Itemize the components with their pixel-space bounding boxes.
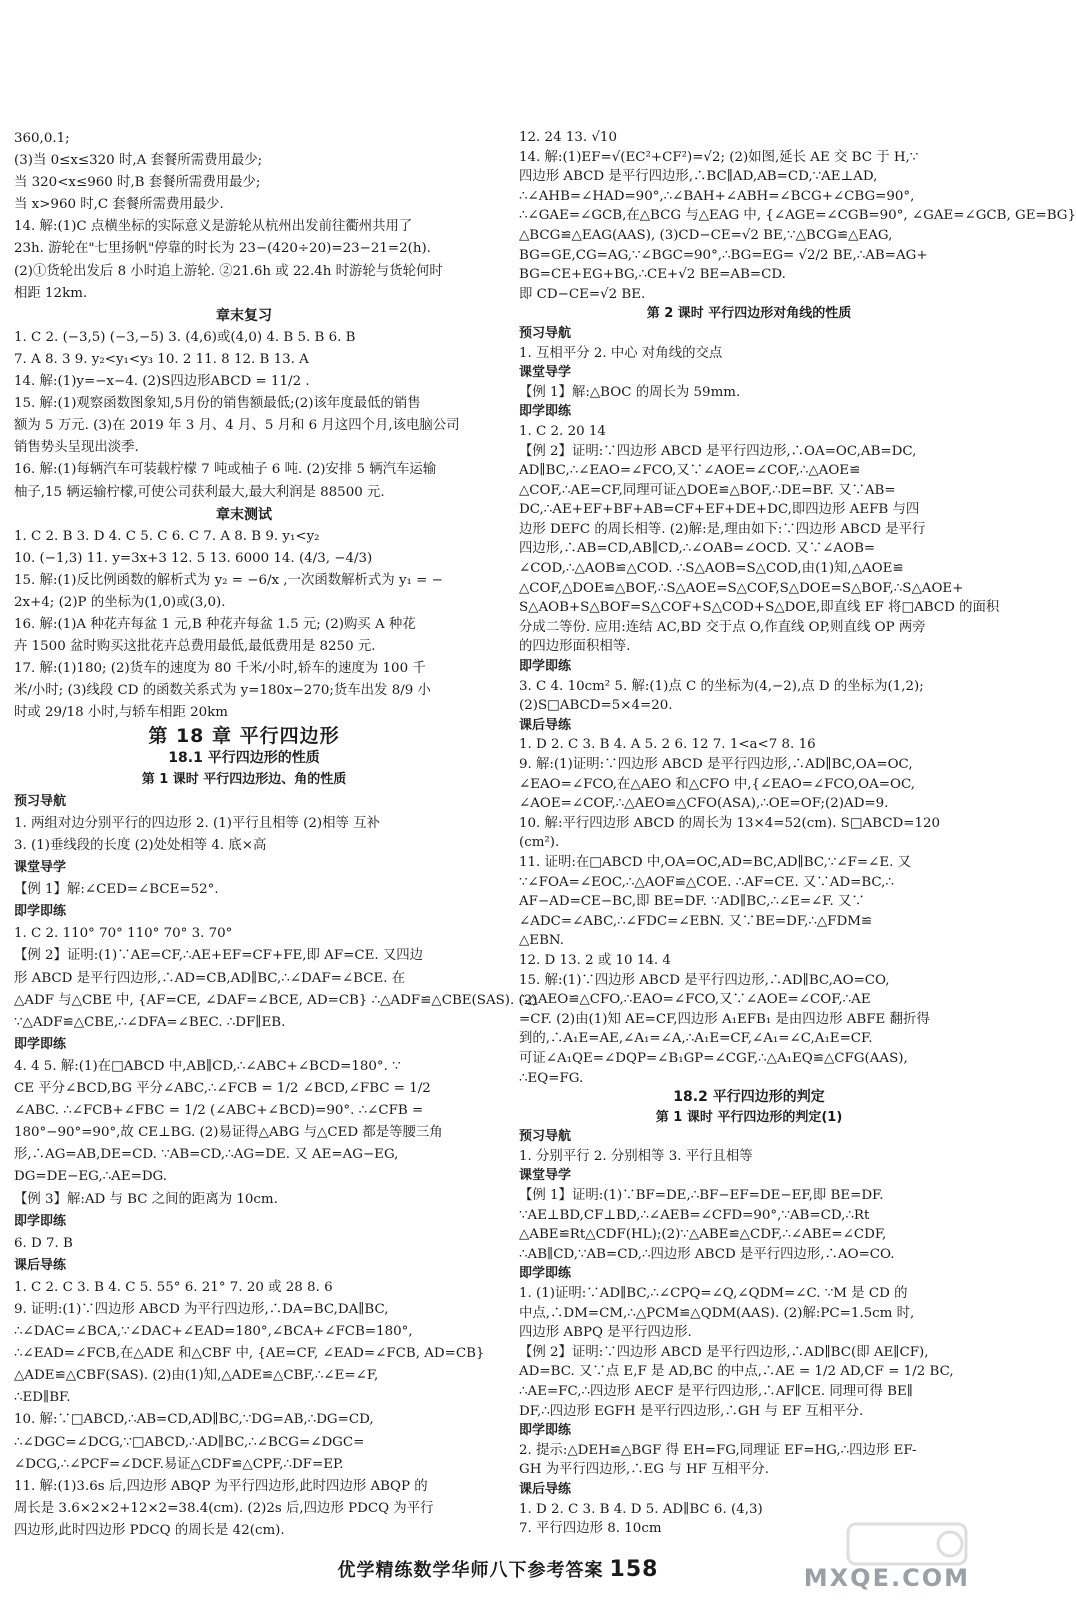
answer-line: 3. C 4. 10cm² 5. 解:(1)点 C 的坐标为(4,−2),点 D 的坐标为(1,2); (519, 678, 924, 694)
answer-line: 1. C 2. 110° 70° 110° 70° 3. 70° (14, 926, 233, 942)
answer-line: 16. 解:(1)每辆汽车可装载柠檬 7 吨或柚子 6 吨. (2)安排 5 辆汽车运输 (14, 462, 437, 478)
answer-line: 形,∴AG=AB,DE=CD. ∵AB=CD,∴AG=DE. 又 AE=AG−EG, (14, 1147, 399, 1163)
answer-line: 时或 29/18 小时,与轿车相距 20km (14, 705, 228, 721)
subsection-heading: 预习导航 (519, 325, 572, 341)
answer-line: ∠EAO=∠FCO,在△AEO 和△CFO 中,{∠EAO=∠FCO,OA=OC, (519, 776, 916, 792)
answer-line: △BCG≌△EAG(AAS), (3)CD−CE=√2 BE,∵△BCG≌△EAG, (519, 227, 893, 243)
subsection-heading: 课堂导学 (519, 365, 572, 381)
answer-line: ∴△AEO≌△CFO,∴EAO=∠FCO,又∵∠AOE=∠COF,∴AE (519, 992, 871, 1008)
answer-line: △ADE≌△CBF(SAS). (2)由(1)知,△ADE≌△CBF,∴∠E=∠F, (14, 1368, 379, 1384)
answer-line: (2)S□ABCD=5×4=20. (519, 698, 673, 714)
answer-line: 17. 解:(1)180; (2)货车的速度为 80 千米/小时,轿车的速度为 100 千 (14, 661, 426, 677)
answer-line: BG=CE+EG+BG,∴CE+√2 BE=AB=CD. (519, 267, 786, 283)
answer-line: 1. C 2. C 3. B 4. C 5. 55° 6. 21° 7. 20 或 28 8. 6 (14, 1279, 333, 1295)
answer-line: 15. 解:(1)观察函数图象知,5月份的销售额最低;(2)该年度最低的销售 (14, 396, 421, 412)
subsection-heading: 即学即练 (14, 904, 67, 920)
lesson-title: 第 1 课时 平行四边形的判定(1) (655, 1109, 843, 1125)
page-number: 158 (609, 1557, 659, 1582)
answer-line: 相距 12km. (14, 285, 88, 301)
answer-line: 360,0.1; (14, 131, 70, 146)
answer-line: 四边形,∴AB=CD,AB∥CD,∴∠OAB=∠OCD. 又∵∠AOB= (519, 541, 876, 557)
answer-line: ∴∠AHB=∠HAD=90°,∴∠BAH+∠ABH=∠BCG+∠CBG=90°, (519, 188, 915, 204)
subsection-heading: 即学即练 (14, 1213, 67, 1229)
answer-line: ∴ED∥BF. (14, 1390, 71, 1406)
answer-line: 15. 解:(1)反比例函数的解析式为 y₂ = −6/x ,一次函数解析式为 y₁ = − (14, 572, 443, 588)
footer-title: 优学精练数学华师八下参考答案 (337, 1560, 604, 1581)
answer-line: ∠ADC=∠ABC,∴∠FDC=∠EBN. 又∵BE=DF,∴△FDM≌ (519, 913, 873, 929)
answer-line: ∴∠DAC=∠BCA,∵∠DAC+∠EAD=180°,∠BCA+∠FCB=180°, (14, 1324, 413, 1340)
answer-line: 14. 解:(1)C 点横坐标的实际意义是游轮从杭州出发前往衢州共用了 (14, 219, 413, 235)
answer-line: 卉 1500 盆时购买这批花卉总费用最低,最低费用是 8250 元. (14, 639, 376, 655)
left-column (14, 128, 538, 1542)
subsection-heading: 预习导航 (519, 1129, 572, 1145)
section-title: 18.2 平行四边形的判定 (673, 1089, 825, 1106)
answer-line: 10. (−1,3) 11. y=3x+3 12. 5 13. 6000 14. (4/3, −4/3) (14, 550, 373, 566)
answer-line: 9. 解:(1)证明:∵四边形 ABCD 是平行四边形,∴AD∥BC,OA=OC, (519, 757, 913, 772)
answer-line: 四边形 ABPQ 是平行四边形. (519, 1325, 692, 1341)
answer-line: 10. 解:∵□ABCD,∴AB=CD,AD∥BC,∵DG=AB,∴DG=CD, (14, 1412, 374, 1428)
answer-line: 1. C 2. 20 14 (519, 423, 606, 439)
answer-line: 15. 解:(1)∵四边形 ABCD 是平行四边形,∴AD∥BC,AO=CO, (519, 972, 890, 988)
answer-line: 当 x>960 时,C 套餐所需费用最少. (14, 197, 224, 213)
answer-line: AD=BC. 又∵点 E,F 是 AD,BC 的中点,∴AE = 1/2 AD,CF = 1/2 BC, (519, 1364, 954, 1380)
answer-line: △EBN. (519, 933, 565, 949)
section-title: 18.1 平行四边形的性质 (168, 749, 320, 766)
answer-line: ∵△ADF≌△CBE,∴∠DFA=∠BEC. ∴DF∥EB. (14, 1014, 286, 1030)
subsection-heading: 课后导练 (14, 1257, 67, 1273)
answer-line: 边形 DEFC 的周长相等. (2)解:是,理由如下:∵四边形 ABCD 是平行 (519, 521, 926, 537)
answer-line: S△AOB+S△BOF=S△COF+S△COD+S△DOE,即直线 EF 将□ABCD 的面积 (519, 600, 1000, 616)
answer-line: △COF,∴AE=CF,同理可证△DOE≌△BOF,∴DE=BF. 又∵AB= (519, 482, 896, 498)
answer-line: (cm²). (519, 835, 560, 851)
answer-line: 6. D 7. B (14, 1235, 73, 1251)
answer-line: 1. D 2. C 3. B 4. A 5. 2 6. 12 7. 1<a<7 8. 16 (519, 737, 816, 753)
answer-line: 柚子,15 辆运输柠檬,可使公司获利最大,最大利润是 88500 元. (14, 484, 385, 500)
answer-line: 14. 解:(1)EF=√(EC²+CF²)=√2; (2)如图,延长 AE 交 BC 于 H,∵ (519, 149, 919, 165)
review-title: 章末复习 (216, 307, 272, 324)
subsection-heading: 课堂导学 (14, 860, 67, 876)
subsection-heading: 课后导练 (519, 717, 572, 733)
test-title: 章末测试 (216, 506, 272, 523)
answer-line: 可证∠A₁QE=∠DQP=∠B₁GP=∠CGF,∴△A₁EQ≌△CFG(AAS), (519, 1050, 908, 1066)
answer-line: 【例 1】证明:(1)∵BF=DE,∴BF−EF=DE−EF,即 BE=DF. (519, 1188, 884, 1204)
lesson-title: 第 1 课时 平行四边形边、角的性质 (141, 771, 347, 787)
answer-line: △ADF 与△CBE 中, {AF=CE, ∠DAF=∠BCE, AD=CB} ∴△ADF≌△CBE(SAS). (2) (14, 992, 538, 1008)
answer-line: 【例 1】解:△BOC 的周长为 59mm. (519, 384, 741, 400)
answer-line: BG=GE,CG=AG,∵∠BGC=90°,∴BG=EG= √2/2 BE,∴AB=AG+ (519, 247, 928, 263)
answer-line: 的四边形面积相等. (519, 639, 631, 655)
answer-line: DG=DE−EG,∴AE=DG. (14, 1169, 168, 1185)
answer-line: CE 平分∠BCD,BG 平分∠ABC,∴∠FCB = 1/2 ∠BCD,∠FBC = 1/2 (14, 1081, 431, 1097)
subsection-heading: 即学即练 (519, 659, 572, 675)
answer-line: ∴∠GAE=∠GCB,在△BCG 与△EAG 中, {∠AGE=∠CGB=90°, ∠GAE=∠GCB, GE=BG} (519, 208, 1076, 224)
subsection-heading: 即学即练 (519, 404, 572, 420)
answer-line: 23h. 游轮在"七里扬帆"停靠的时长为 23−(420÷20)=23−21=2(h). (14, 241, 431, 257)
answer-line: 到的,∴A₁E=AE,∠A₁=∠A,∴A₁E=CF,∠A₁=∠C,A₁E=CF. (519, 1031, 873, 1047)
answer-line: 中点,∴DM=CM,∴△PCM≌△QDM(AAS). (2)解:PC=1.5cm 时, (519, 1305, 915, 1321)
answer-line: △COF,△DOE≌△BOF,∴S△AOE=S△COF,S△DOE=S△BOF,∴S△AOE+ (519, 580, 964, 596)
answer-line: 2. 提示:△DEH≌△BGF 得 EH=FG,同理证 EF=HG,∴四边形 EF- (519, 1442, 917, 1458)
subsection-heading: 预习导航 (14, 793, 67, 809)
answer-line: ∴∠DGC=∠DCG,∵□ABCD,∴AD∥BC,∴∠BCG=∠DGC= (14, 1434, 365, 1450)
answer-line: △ABE≌Rt△CDF(HL);(2)∵△ABE≌△CDF,∴∠ABE=∠CDF, (519, 1227, 887, 1243)
answer-line: 四边形,此时四边形 PDCQ 的周长是 42(cm). (14, 1522, 285, 1538)
answer-line: ∠COD,∴△AOB≌△COD. ∴S△AOB=S△COD,由(1)知,△AOE≌ (519, 561, 904, 577)
watermark-text: MXQE.COM (803, 1564, 970, 1592)
answer-line: 1. C 2. (−3,5) (−3,−5) 3. (4,6)或(4,0) 4. B 5. B 6. B (14, 329, 356, 345)
answer-line: 14. 解:(1)y=−x−4. (2)S四边形ABCD = 11/2 . (14, 374, 310, 390)
answer-line: (2)①货轮出发后 8 小时追上游轮. ②21.6h 或 22.4h 时游轮与货轮何时 (14, 263, 443, 279)
answer-line: 销售势头呈现出淡季. (14, 440, 139, 456)
answer-line: 当 320<x≤960 时,B 套餐所需费用最少; (14, 175, 261, 191)
answer-line: DC,∴AE+EF+BF+AB=CF+EF+DE+DC,即四边形 AEFB 与四 (519, 502, 920, 518)
answer-line: 1. (1)证明:∵AD∥BC,∴∠CPQ=∠Q,∠QDM=∠C. ∵M 是 CD 的 (519, 1286, 908, 1302)
answer-line: 【例 2】证明:∵四边形 ABCD 是平行四边形,∴OA=OC,AB=DC, (519, 443, 917, 459)
answer-line: ∴∠EAD=∠FCB,在△ADE 和△CBF 中, {AE=CF, ∠EAD=∠FCB, AD=CB} (14, 1346, 485, 1362)
answer-line: 1. 互相平分 2. 中心 对角线的交点 (519, 345, 723, 361)
answer-line: 形 ABCD 是平行四边形,∴AD=CB,AD∥BC,∴∠DAF=∠BCE. 在 (14, 970, 406, 986)
answer-line: ∴AB∥CD,∵AB=CD,∴四边形 ABCD 是平行四边形,∴AO=CO. (519, 1246, 895, 1262)
answer-line: ∠AOE=∠COF,∴△AEO≌△CFO(ASA),∴OE=OF;(2)AD=9. (519, 796, 889, 812)
answer-line: 1. D 2. C 3. B 4. D 5. AD∥BC 6. (4,3) (519, 1501, 763, 1517)
answer-line: 7. A 8. 3 9. y₂<y₁<y₃ 10. 2 11. 8 12. B 13. A (14, 351, 309, 367)
answer-line: 四边形 ABCD 是平行四边形,∴BC∥AD,AB=CD,∵AE⊥AD, (519, 169, 878, 185)
answer-line: 2x+4; (2)P 的坐标为(1,0)或(3,0). (14, 594, 226, 610)
right-column (519, 128, 1076, 1539)
answer-line: =CF. (2)由(1)知 AE=CF,四边形 A₁EFB₁ 是由四边形 ABFE 翻折得 (519, 1011, 930, 1027)
answer-line: 【例 2】证明:(1)∵AE=CF,∴AE+EF=CF+FE,即 AF=CE. 又四边 (14, 948, 424, 964)
answer-line: DF,∴四边形 EGFH 是平行四边形,∴GH 与 EF 互相平分. (519, 1403, 864, 1419)
answer-line: 3. (1)垂线段的长度 (2)处处相等 4. 底×高 (14, 838, 267, 853)
answer-line: 10. 解:平行四边形 ABCD 的周长为 13×4=52(cm). S□ABCD=120 (519, 815, 941, 831)
answer-line: ∠DCG,∴∠PCF=∠DCF.易证△CDF≌△CPF,∴DF=EP. (14, 1456, 344, 1472)
answer-line: 【例 3】解:AD 与 BC 之间的距离为 10cm. (14, 1191, 278, 1207)
answer-line: 1. C 2. B 3. D 4. C 5. C 6. C 7. A 8. B 9. y₁<y₂ (14, 528, 320, 544)
chapter-title: 第 18 章 平行四边形 (148, 724, 340, 747)
answer-line: 【例 1】解:∠CED=∠BCE=52°. (14, 882, 219, 898)
subsection-heading: 课堂导学 (519, 1168, 572, 1184)
answer-line: 11. 证明:在□ABCD 中,OA=OC,AD=BC,AD∥BC,∵∠F=∠E. 又 (519, 854, 911, 870)
answer-line: 【例 2】证明:∵四边形 ABCD 是平行四边形,∴AD∥BC(即 AE∥CF), (519, 1344, 929, 1360)
subsection-heading: 课后导练 (519, 1481, 572, 1497)
answer-line: AF−AD=CE−BC,即 BE=DF. ∵AD∥BC,∴∠E=∠F. 又∵ (519, 894, 865, 910)
answer-line: 11. 解:(1)3.6s 后,四边形 ABQP 为平行四边形,此时四边形 ABQP 的 (14, 1478, 428, 1494)
answer-line: 1. 分别平行 2. 分别相等 3. 平行且相等 (519, 1148, 753, 1164)
subsection-heading: 即学即练 (519, 1266, 572, 1282)
answer-line: 1. 两组对边分别平行的四边形 2. (1)平行且相等 (2)相等 互补 (14, 815, 380, 831)
answer-line: ∵AE⊥BD,CF⊥BD,∴∠AEB=∠CFD=90°,∵AB=CD,∴Rt (519, 1207, 870, 1223)
subsection-heading: 即学即练 (519, 1423, 572, 1439)
answer-line: 16. 解:(1)A 种花卉每盆 1 元,B 种花卉每盆 1.5 元; (2)购买 A 种花 (14, 617, 416, 633)
answer-line: AD∥BC,∴∠EAO=∠FCO,又∵∠AOE=∠COF,∴△AOE≌ (519, 463, 861, 479)
answer-line: 12. D 13. 2 或 10 14. 4 (519, 952, 671, 968)
answer-line: 米/小时; (3)线段 CD 的函数关系式为 y=180x−270;货车出发 8/9 小 (14, 683, 431, 699)
answer-line: 7. 平行四边形 8. 10cm (519, 1521, 662, 1537)
answer-line: 周长是 3.6×2×2+12×2=38.4(cm). (2)2s 后,四边形 PDCQ 为平行 (14, 1500, 434, 1516)
answer-line: 分成二等份. 应用:连结 AC,BD 交于点 O,作直线 OP,则直线 OP 两旁 (519, 619, 926, 635)
answer-line: ∵∠FOA=∠EOC,∴△AOF≌△COE. ∴AF=CE. 又∵AD=BC,∴ (519, 874, 894, 890)
lesson-title: 第 2 课时 平行四边形对角线的性质 (646, 306, 852, 322)
answer-line: 12. 24 13. √10 (519, 130, 617, 145)
answer-line: (3)当 0≤x≤320 时,A 套餐所需费用最少; (14, 153, 263, 169)
answer-line: ∴AE=FC,∴四边形 AECF 是平行四边形,∴AF∥CE. 同理可得 BE∥ (519, 1384, 913, 1399)
answer-line: 即 CD−CE=√2 BE. (519, 286, 646, 302)
answer-line: ∠ABC. ∴∠FCB+∠FBC = 1/2 (∠ABC+∠BCD)=90°. ∴∠CFB = (14, 1103, 424, 1119)
answer-line: 180°−90°=90°,故 CE⊥BG. (2)易证得△ABG 与△CED 都是等腰三角 (14, 1125, 443, 1141)
answer-line: ∴EQ=FG. (519, 1070, 584, 1086)
answer-line: GH 为平行四边形,∴EG 与 HF 互相平分. (519, 1462, 770, 1478)
answer-line: 额为 5 万元. (3)在 2019 年 3 月、4 月、5 月和 6 月这四个月,该电脑公司 (14, 418, 460, 434)
answer-line: 4. 4 5. 解:(1)在□ABCD 中,AB∥CD,∴∠ABC+∠BCD=180°. ∵ (14, 1058, 401, 1074)
answer-line: 9. 证明:(1)∵四边形 ABCD 为平行四边形,∴DA=BC,DA∥BC, (14, 1301, 389, 1317)
subsection-heading: 即学即练 (14, 1036, 67, 1052)
